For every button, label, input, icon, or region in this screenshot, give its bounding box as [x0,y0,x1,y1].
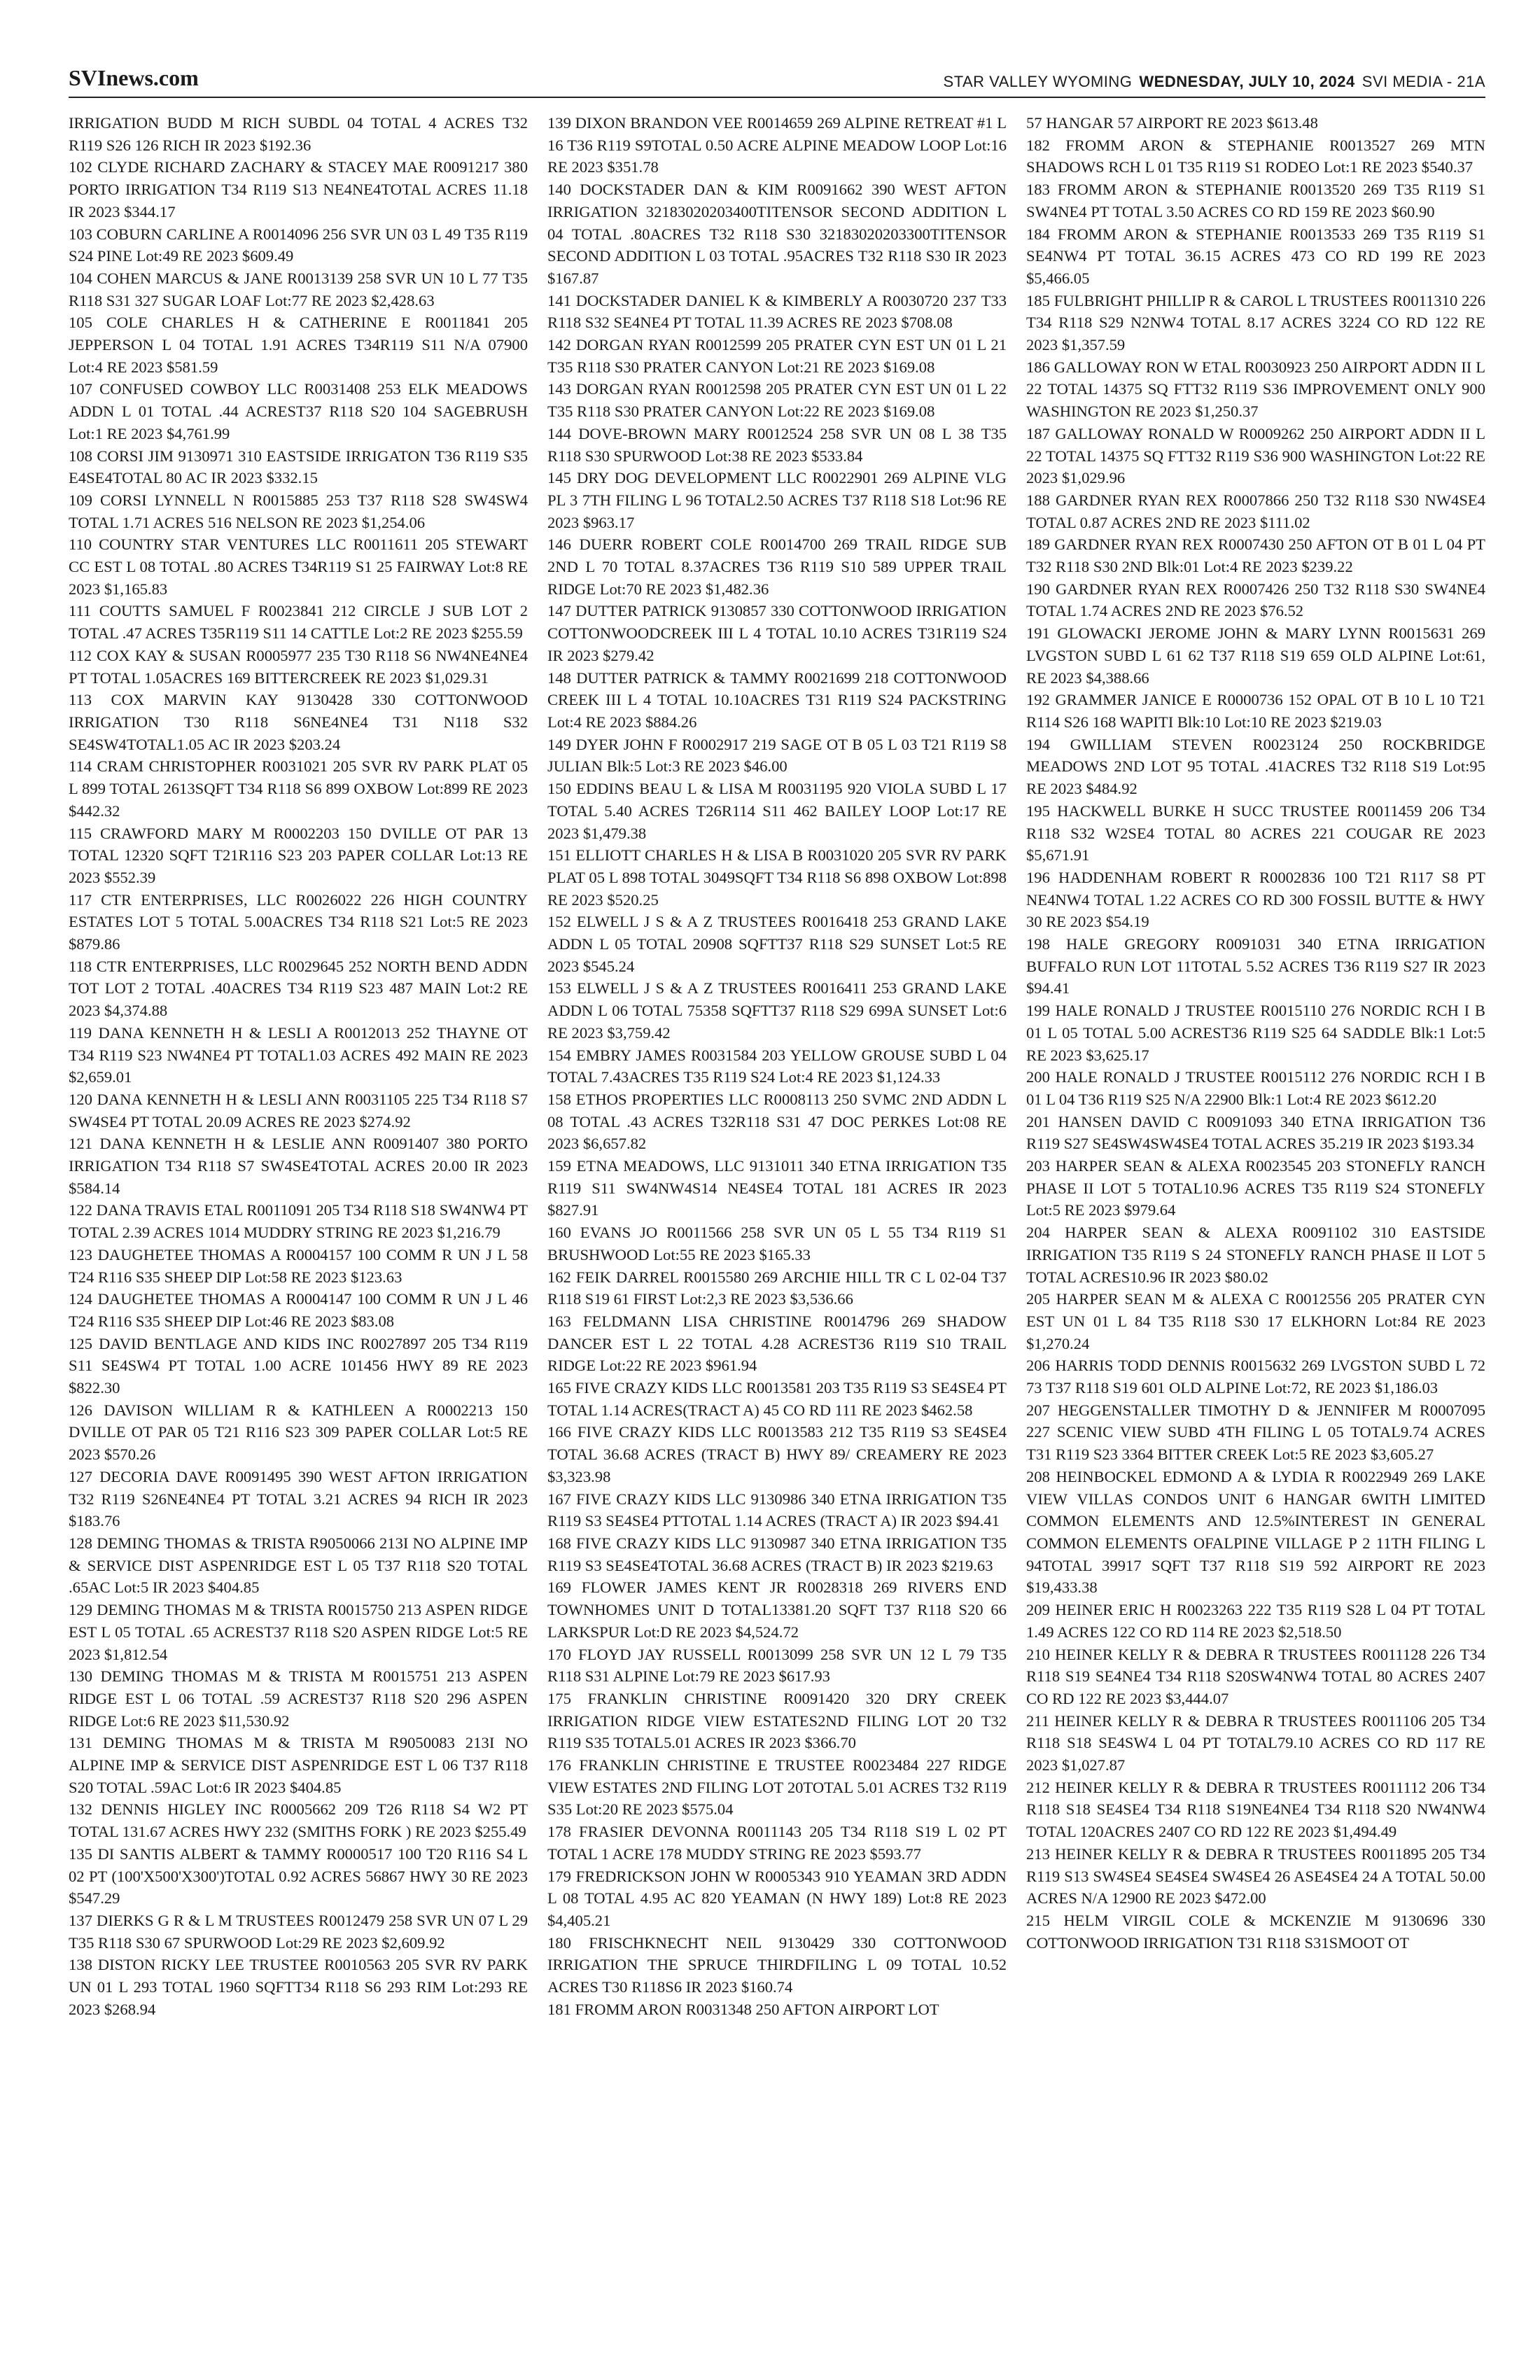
tax-listing-entry: 158 ETHOS PROPERTIES LLC R0008113 250 SVMC 2ND ADDN L 08 TOTAL .43 ACRES T32R118 S31 47 DOC PERKES Lot:08 RE 2023 $6,657.82 [547,1090,1007,1153]
tax-listing-entry: 124 DAUGHETEE THOMAS A R0004147 100 COMM R UN J L 46 T24 R116 S35 SHEEP DIP Lot:46 RE 2023 $83.08 [69,1290,528,1330]
column-3 [1026,112,1485,2352]
tax-listing-entry: 147 DUTTER PATRICK 9130857 330 COTTONWOOD IRRIGATION COTTONWOODCREEK III L 4 TOTAL 10.10 ACRES T31R119 S24 IR 2023 $279.42 [547,602,1007,664]
tax-listing-entry: 129 DEMING THOMAS M & TRISTA R0015750 213 ASPEN RIDGE EST L 05 TOTAL .65 ACREST37 R118 S20 ASPEN RIDGE Lot:5 RE 2023 $1,812.54 [69,1601,528,1663]
tax-listing-entry: 152 ELWELL J S & A Z TRUSTEES R0016418 253 GRAND LAKE ADDN L 05 TOTAL 20908 SQFTT37 R118 S29 SUNSET Lot:5 RE 2023 $545.24 [547,913,1007,975]
tax-listing-entry: 209 HEINER ERIC H R0023263 222 T35 R119 S28 L 04 PT TOTAL 1.49 ACRES 122 CO RD 114 RE 2023 $2,518.50 [1026,1601,1485,1641]
tax-listing-entry: 146 DUERR ROBERT COLE R0014700 269 TRAIL RIDGE SUB 2ND L 70 TOTAL 8.37ACRES T36 R119 S10 589 UPPER TRAIL RIDGE Lot:70 RE 2023 $1,482.36 [547,536,1007,598]
tax-listing-entry: 121 DANA KENNETH H & LESLIE ANN R0091407 380 PORTO IRRIGATION T34 R118 S7 SW4SE4TOTAL ACRES 20.00 IR 2023 $584.14 [69,1135,528,1197]
site-name: SVInews.com [69,65,199,90]
tax-listing-entry: 199 HALE RONALD J TRUSTEE R0015110 276 NORDIC RCH I B 01 L 05 TOTAL 5.00 ACREST36 R119 S25 64 SADDLE Blk:1 Lot:5 RE 2023 $3,625.17 [1026,1002,1485,1064]
tax-listing-entry: 117 CTR ENTERPRISES, LLC R0026022 226 HIGH COUNTRY ESTATES LOT 5 TOTAL 5.00ACRES T34 R118 S21 Lot:5 RE 2023 $879.86 [69,890,528,953]
masthead [69,63,1485,91]
tax-listing-entry: 184 FROMM ARON & STEPHANIE R0013533 269 T35 R119 S1 SE4NW4 PT TOTAL 36.15 ACRES 473 CO RD 199 RE 2023 $5,466.05 [1026,225,1485,287]
tax-listing-entry: 176 FRANKLIN CHRISTINE E TRUSTEE R0023484 227 RIDGE VIEW ESTATES 2ND FILING LOT 20TOTAL 5.01 ACRES T32 R119 S35 Lot:20 RE 2023 $575.04 [547,1756,1007,1819]
tax-listing-entry: 196 HADDENHAM ROBERT R R0002836 100 T21 R117 S8 PT NE4NW4 TOTAL 1.22 ACRES CO RD 300 FOSSIL BUTTE & HWY 30 RE 2023 $54.19 [1026,868,1485,931]
page-number: SVI MEDIA - 21A [1362,73,1485,90]
tax-listing-entry: 107 CONFUSED COWBOY LLC R0031408 253 ELK MEADOWS ADDN L 01 TOTAL .44 ACREST37 R118 S20 104 SAGEBRUSH Lot:1 RE 2023 $4,761.99 [69,380,528,442]
tax-listing-entry: 114 CRAM CHRISTOPHER R0031021 205 SVR RV PARK PLAT 05 L 899 TOTAL 2613SQFT T34 R118 S6 899 OXBOW Lot:899 RE 2023 $442.32 [69,757,528,820]
tax-listing-entry: 110 COUNTRY STAR VENTURES LLC R0011611 205 STEWART CC EST L 08 TOTAL .80 ACRES T34R119 S1 25 FAIRWAY Lot:8 RE 2023 $1,165.83 [69,536,528,598]
tax-listing-entry: 175 FRANKLIN CHRISTINE R0091420 320 DRY CREEK IRRIGATION RIDGE VIEW ESTATES2ND FILING LOT 20 T32 R119 S35 TOTAL5.01 ACRES IR 2023 $366.70 [547,1689,1007,1752]
tax-listing-entry: 113 COX MARVIN KAY 9130428 330 COTTONWOOD IRRIGATION T30 R118 S6NE4NE4 T31 N118 S32 SE4SW4TOTAL1.05 AC IR 2023 $203.24 [69,691,528,753]
tax-listing-entry: 142 DORGAN RYAN R0012599 205 PRATER CYN EST UN 01 L 21 T35 R118 S30 PRATER CANYON Lot:21 RE 2023 $169.08 [547,336,1007,376]
tax-listing-entry: 108 CORSI JIM 9130971 310 EASTSIDE IRRIGATON T36 R119 S35 E4SE4TOTAL 80 AC IR 2023 $332.15 [69,447,528,487]
tax-listing-entry: 169 FLOWER JAMES KENT JR R0028318 269 RIVERS END TOWNHOMES UNIT D TOTAL13381.20 SQFT T37 R118 S20 66 LARKSPUR Lot:D RE 2023 $4,524.72 [547,1578,1007,1641]
tax-listing-entry: 153 ELWELL J S & A Z TRUSTEES R0016411 253 GRAND LAKE ADDN L 06 TOTAL 75358 SQFTT37 R118 S29 699A SUNSET Lot:6 RE 2023 $3,759.42 [547,979,1007,1042]
tax-listing-entry: 182 FROMM ARON & STEPHANIE R0013527 269 MTN SHADOWS RCH L 01 T35 R119 S1 RODEO Lot:1 RE 2023 $540.37 [1026,136,1485,176]
column-1 [69,112,528,2352]
tax-listing-entry: 162 FEIK DARREL R0015580 269 ARCHIE HILL TR C L 02-04 T37 R118 S19 61 FIRST Lot:2,3 RE 2023 $3,536.66 [547,1268,1007,1308]
tax-listing-entry: 119 DANA KENNETH H & LESLI A R0012013 252 THAYNE OT T34 R119 S23 NW4NE4 PT TOTAL1.03 ACRES 492 MAIN RE 2023 $2,659.01 [69,1023,528,1086]
tax-listing-entry: 192 GRAMMER JANICE E R0000736 152 OPAL OT B 10 L 10 T21 R114 S26 168 WAPITI Blk:10 Lot:10 RE 2023 $219.03 [1026,691,1485,731]
tax-listing-entry: 189 GARDNER RYAN REX R0007430 250 AFTON OT B 01 L 04 PT T32 R118 S30 2ND Blk:01 Lot:4 RE 2023 $239.22 [1026,536,1485,576]
tax-listing-entry: 204 HARPER SEAN & ALEXA R0091102 310 EASTSIDE IRRIGATION T35 R119 S 24 STONEFLY RANCH PHASE II LOT 5 TOTAL ACRES10.96 IR 2023 $80.02 [1026,1224,1485,1286]
tax-listing-entry: 132 DENNIS HIGLEY INC R0005662 209 T26 R118 S4 W2 PT TOTAL 131.67 ACRES HWY 232 (SMITHS FORK ) RE 2023 $255.49 [69,1800,528,1841]
tax-listing-entry: 200 HALE RONALD J TRUSTEE R0015112 276 NORDIC RCH I B 01 L 04 T36 R119 S25 N/A 22900 Blk:1 Lot:4 RE 2023 $612.20 [1026,1068,1485,1108]
tax-listing-entry: 128 DEMING THOMAS & TRISTA R9050066 213I NO ALPINE IMP & SERVICE DIST ASPENRIDGE EST L 05 T37 R118 S20 TOTAL .65AC Lot:5 IR 2023 $404.85 [69,1534,528,1597]
tax-listing-entry: 215 HELM VIRGIL COLE & MCKENZIE M 9130696 330 COTTONWOOD IRRIGATION T31 R118 S31SMOOT OT [1026,1911,1485,1952]
tax-listing-entry: 186 GALLOWAY RON W ETAL R0030923 250 AIRPORT ADDN II L 22 TOTAL 14375 SQ FTT32 R119 S36 IMPROVEMENT ONLY 900 WASHINGTON RE 2023 $1,250.37 [1026,358,1485,421]
tax-listing-entry: 138 DISTON RICKY LEE TRUSTEE R0010563 205 SVR RV PARK UN 01 L 293 TOTAL 1960 SQFTT34 R118 S6 293 RIM Lot:293 RE 2023 $268.94 [69,1956,528,2018]
tax-listing-entry: 207 HEGGENSTALLER TIMOTHY D & JENNIFER M R0007095 227 SCENIC VIEW SUBD 4TH FILING L 05 TOTAL9.74 ACRES T31 R119 S23 3364 BITTER CREEK Lot:5 RE 2023 $3,605.27 [1026,1401,1485,1464]
tax-listing-entry: 160 EVANS JO R0011566 258 SVR UN 05 L 55 T34 R119 S1 BRUSHWOOD Lot:55 RE 2023 $165.33 [547,1224,1007,1264]
tax-listing-entry: 201 HANSEN DAVID C R0091093 340 ETNA IRRIGATION T36 R119 S27 SE4SW4SW4SE4 TOTAL ACRES 35.219 IR 2023 $193.34 [1026,1112,1485,1153]
header-rule [69,97,1485,98]
tax-listing-entry: 123 DAUGHETEE THOMAS A R0004157 100 COMM R UN J L 58 T24 R116 S35 SHEEP DIP Lot:58 RE 2023 $123.63 [69,1245,528,1286]
tax-listing-entry: 135 DI SANTIS ALBERT & TAMMY R0000517 100 T20 R116 S4 L 02 PT (100'X500'X300')TOTAL 0.92 ACRES 56867 HWY 30 RE 2023 $547.29 [69,1844,528,1907]
issue-date: WEDNESDAY, JULY 10, 2024 [1139,73,1355,90]
tax-listing-entry: 208 HEINBOCKEL EDMOND A & LYDIA R R0022949 269 LAKE VIEW VILLAS CONDOS UNIT 6 HANGAR 6WITH LIMITED COMMON ELEMENTS AND 12.5%INTEREST IN GENERAL COMMON ELEMENTS OFALPINE VILLAGE P 2 11TH FILING L 94TOTAL 39917 SQFT T37 R118 S19 592 AIRPORT RE 2023 $19,433.38 [1026,1467,1485,1597]
tax-listing-entry: 178 FRASIER DEVONNA R0011143 205 T34 R118 S19 L 02 PT TOTAL 1 ACRE 178 MUDDY STRING RE 2023 $593.77 [547,1823,1007,1863]
tax-listing-entry: 104 COHEN MARCUS & JANE R0013139 258 SVR UN 10 L 77 T35 R118 S31 327 SUGAR LOAF Lot:77 RE 2023 $2,428.63 [69,269,528,309]
tax-listing-entry: 180 FRISCHKNECHT NEIL 9130429 330 COTTONWOOD IRRIGATION THE SPRUCE THIRDFILING L 09 TOTAL 10.52 ACRES T30 R118S6 IR 2023 $160.74 [547,1933,1007,1996]
tax-listing-entry: 194 GWILLIAM STEVEN R0023124 250 ROCKBRIDGE MEADOWS 2ND LOT 95 TOTAL .41ACRES T32 R118 S19 Lot:95 RE 2023 $484.92 [1026,735,1485,798]
tax-listing-entry: 141 DOCKSTADER DANIEL K & KIMBERLY A R0030720 237 T33 R118 S32 SE4NE4 PT TOTAL 11.39 ACRES RE 2023 $708.08 [547,291,1007,332]
tax-listing-entry: 103 COBURN CARLINE A R0014096 256 SVR UN 03 L 49 T35 R119 S24 PINE Lot:49 RE 2023 $609.49 [69,225,528,265]
tax-listing-entry: 159 ETNA MEADOWS, LLC 9131011 340 ETNA IRRIGATION T35 R119 S11 SW4NW4S14 NE4SE4 TOTAL 181 ACRES IR 2023 $827.91 [547,1157,1007,1219]
paper-name: STAR VALLEY WYOMING [943,73,1133,90]
tax-listing-entry: 170 FLOYD JAY RUSSELL R0013099 258 SVR UN 12 L 79 T35 R118 S31 ALPINE Lot:79 RE 2023 $617.93 [547,1645,1007,1686]
tax-listing-entry: 195 HACKWELL BURKE H SUCC TRUSTEE R0011459 206 T34 R118 S32 W2SE4 TOTAL 80 ACRES 221 COUGAR RE 2023 $5,671.91 [1026,802,1485,864]
tax-listing-entry: 127 DECORIA DAVE R0091495 390 WEST AFTON IRRIGATION T32 R119 S26NE4NE4 PT TOTAL 3.21 ACRES 94 RICH IR 2023 $183.76 [69,1467,528,1530]
tax-listing-entry: 118 CTR ENTERPRISES, LLC R0029645 252 NORTH BEND ADDN TOT LOT 2 TOTAL .40ACRES T34 R119 S23 487 MAIN Lot:2 RE 2023 $4,374.88 [69,957,528,1020]
tax-listing-entry: 163 FELDMANN LISA CHRISTINE R0014796 269 SHADOW DANCER EST L 22 TOTAL 4.28 ACREST36 R119 S10 TRAIL RIDGE Lot:22 RE 2023 $961.94 [547,1312,1007,1375]
tax-listing-entry: 179 FREDRICKSON JOHN W R0005343 910 YEAMAN 3RD ADDN L 08 TOTAL 4.95 AC 820 YEAMAN (N HWY 189) Lot:8 RE 2023 $4,405.21 [547,1867,1007,1929]
tax-listing-entry: 137 DIERKS G R & L M TRUSTEES R0012479 258 SVR UN 07 L 29 T35 R118 S30 67 SPURWOOD Lot:29 RE 2023 $2,609.92 [69,1911,528,1952]
tax-listing-entry: 115 CRAWFORD MARY M R0002203 150 DVILLE OT PAR 13 TOTAL 12320 SQFT T21R116 S23 203 PAPER COLLAR Lot:13 RE 2023 $552.39 [69,824,528,886]
tax-listing-entry: 143 DORGAN RYAN R0012598 205 PRATER CYN EST UN 01 L 22 T35 R118 S30 PRATER CANYON Lot:22 RE 2023 $169.08 [547,380,1007,421]
tax-listing-entry: 203 HARPER SEAN & ALEXA R0023545 203 STONEFLY RANCH PHASE II LOT 5 TOTAL10.96 ACRES T35 R119 S24 STONEFLY Lot:5 RE 2023 $979.64 [1026,1157,1485,1219]
tax-listing-entry: 191 GLOWACKI JEROME JOHN & MARY LYNN R0015631 269 LVGSTON SUBD L 61 62 T37 R118 S19 659 OLD ALPINE Lot:61, RE 2023 $4,388.66 [1026,624,1485,687]
legal-notice-columns [69,112,1485,2352]
tax-listing-entry: 151 ELLIOTT CHARLES H & LISA B R0031020 205 SVR RV PARK PLAT 05 L 898 TOTAL 3049SQFT T34 R118 S6 898 OXBOW Lot:898 RE 2023 $520.25 [547,846,1007,909]
tax-listing-entry: 166 FIVE CRAZY KIDS LLC R0013583 212 T35 R119 S3 SE4SE4 TOTAL 36.68 ACRES (TRACT B) HWY 89/ CREAMERY RE 2023 $3,323.98 [547,1423,1007,1485]
tax-listing-entry: 210 HEINER KELLY R & DEBRA R TRUSTEES R0011128 226 T34 R118 S19 SE4NE4 T34 R118 S20SW4NW4 TOTAL 80 ACRES 2407 CO RD 122 RE 2023 $3,444.07 [1026,1645,1485,1707]
tax-listing-entry: 190 GARDNER RYAN REX R0007426 250 T32 R118 S30 SW4NE4 TOTAL 1.74 ACRES 2ND RE 2023 $76.52 [1026,580,1485,620]
tax-listing-entry: 167 FIVE CRAZY KIDS LLC 9130986 340 ETNA IRRIGATION T35 R119 S3 SE4SE4 PTTOTAL 1.14 ACRES (TRACT A) IR 2023 $94.41 [547,1490,1007,1530]
tax-listing-entry: 165 FIVE CRAZY KIDS LLC R0013581 203 T35 R119 S3 SE4SE4 PT TOTAL 1.14 ACRES(TRACT A) 45 CO RD 111 RE 2023 $462.58 [547,1379,1007,1419]
tax-listing-entry: 140 DOCKSTADER DAN & KIM R0091662 390 WEST AFTON IRRIGATION 32183020203400TITENSOR SECOND ADDITION L 04 TOTAL .80ACRES T32 R118 S30 32183020203300TITENSOR SECOND ADDITION L 03 TOTAL .95ACRES T32 R118 S30 IR 2023 $167.87 [547,181,1007,287]
tax-listing-entry: 130 DEMING THOMAS M & TRISTA M R0015751 213 ASPEN RIDGE EST L 06 TOTAL .59 ACREST37 R118 S20 296 ASPEN RIDGE Lot:6 RE 2023 $11,530.92 [69,1667,528,1730]
tax-listing-entry: 206 HARRIS TODD DENNIS R0015632 269 LVGSTON SUBD L 72 73 T37 R118 S19 601 OLD ALPINE Lot:72, RE 2023 $1,186.03 [1026,1357,1485,1397]
tax-listing-entry: IRRIGATION BUDD M RICH SUBDL 04 TOTAL 4 ACRES T32 R119 S26 126 RICH IR 2023 $192.36 [69,114,528,154]
tax-listing-entry: 144 DOVE-BROWN MARY R0012524 258 SVR UN 08 L 38 T35 R118 S30 SPURWOOD Lot:38 RE 2023 $533.84 [547,424,1007,465]
tax-listing-entry: 185 FULBRIGHT PHILLIP R & CAROL L TRUSTEES R0011310 226 T34 R118 S29 N2NW4 TOTAL 8.17 ACRES 3224 CO RD 122 RE 2023 $1,357.59 [1026,291,1485,354]
tax-listing-entry: 126 DAVISON WILLIAM R & KATHLEEN A R0002213 150 DVILLE OT PAR 05 T21 R116 S23 309 PAPER COLLAR Lot:5 RE 2023 $570.26 [69,1401,528,1464]
tax-listing-entry: 105 COLE CHARLES H & CATHERINE E R0011841 205 JEPPERSON L 04 TOTAL 1.91 ACRES T34R119 S11 N/A 07900 Lot:4 RE 2023 $581.59 [69,314,528,376]
tax-listing-entry: 131 DEMING THOMAS M & TRISTA M R9050083 213I NO ALPINE IMP & SERVICE DIST ASPENRIDGE EST L 06 T37 R118 S20 TOTAL .59AC Lot:6 IR 2023 $404.85 [69,1734,528,1796]
tax-listing-entry: 102 CLYDE RICHARD ZACHARY & STACEY MAE R0091217 380 PORTO IRRIGATION T34 R119 S13 NE4NE4TOTAL ACRES 11.18 IR 2023 $344.17 [69,158,528,220]
tax-listing-entry: 181 FROMM ARON R0031348 250 AFTON AIRPORT LOT [547,2000,939,2018]
tax-listing-entry: 111 COUTTS SAMUEL F R0023841 212 CIRCLE J SUB LOT 2 TOTAL .47 ACRES T35R119 S11 14 CATTLE Lot:2 RE 2023 $255.59 [69,602,528,643]
tax-listing-entry: 168 FIVE CRAZY KIDS LLC 9130987 340 ETNA IRRIGATION T35 R119 S3 SE4SE4TOTAL 36.68 ACRES (TRACT B) IR 2023 $219.63 [547,1534,1007,1574]
tax-listing-entry: 154 EMBRY JAMES R0031584 203 YELLOW GROUSE SUBD L 04 TOTAL 7.43ACRES T35 R119 S24 Lot:4 RE 2023 $1,124.33 [547,1046,1007,1086]
column-2 [547,112,1007,2352]
publication-info [944,73,1485,91]
tax-listing-entry: 125 DAVID BENTLAGE AND KIDS INC R0027897 205 T34 R119 S11 SE4SW4 PT TOTAL 1.00 ACRE 101456 HWY 89 RE 2023 $822.30 [69,1334,528,1397]
tax-listing-entry: 109 CORSI LYNNELL N R0015885 253 T37 R118 S28 SW4SW4 TOTAL 1.71 ACRES 516 NELSON RE 2023 $1,254.06 [69,491,528,531]
tax-listing-entry: 211 HEINER KELLY R & DEBRA R TRUSTEES R0011106 205 T34 R118 S18 SE4SW4 L 04 PT TOTAL79.10 ACRES CO RD 117 RE 2023 $1,027.87 [1026,1712,1485,1774]
tax-listing-entry: 183 FROMM ARON & STEPHANIE R0013520 269 T35 R119 S1 SW4NE4 PT TOTAL 3.50 ACRES CO RD 159 RE 2023 $60.90 [1026,181,1485,220]
tax-listing-entry: 120 DANA KENNETH H & LESLI ANN R0031105 225 T34 R118 S7 SW4SE4 PT TOTAL 20.09 ACRES RE 2023 $274.92 [69,1090,528,1130]
tax-listing-entry: 213 HEINER KELLY R & DEBRA R TRUSTEES R0011895 205 T34 R119 S13 SW4SE4 SE4SE4 SW4SE4 26 ASE4SE4 24 A TOTAL 50.00 ACRES N/A 12900 RE 2023 $472.00 [1026,1844,1485,1907]
tax-listing-entry: 57 HANGAR 57 AIRPORT RE 2023 $613.48 [1026,114,1318,132]
tax-listing-entry: 139 DIXON BRANDON VEE R0014659 269 ALPINE RETREAT #1 L 16 T36 R119 S9TOTAL 0.50 ACRE ALPINE MEADOW LOOP Lot:16 RE 2023 $351.78 [547,114,1007,176]
tax-listing-entry: 198 HALE GREGORY R0091031 340 ETNA IRRIGATION BUFFALO RUN LOT 11TOTAL 5.52 ACRES T36 R119 S27 IR 2023 $94.41 [1026,935,1485,997]
tax-listing-entry: 187 GALLOWAY RONALD W R0009262 250 AIRPORT ADDN II L 22 TOTAL 14375 SQ FTT32 R119 S36 900 WASHINGTON Lot:22 RE 2023 $1,029.96 [1026,424,1485,487]
tax-listing-entry: 212 HEINER KELLY R & DEBRA R TRUSTEES R0011112 206 T34 R118 S18 SE4SE4 T34 R118 S19NE4NE4 T34 R118 S20 NW4NW4 TOTAL 120ACRES 2407 CO RD 122 RE 2023 $1,494.49 [1026,1778,1485,1841]
tax-listing-entry: 112 COX KAY & SUSAN R0005977 235 T30 R118 S6 NW4NE4NE4 PT TOTAL 1.05ACRES 169 BITTERCREEK RE 2023 $1,029.31 [69,646,528,687]
tax-listing-entry: 122 DANA TRAVIS ETAL R0011091 205 T34 R118 S18 SW4NW4 PT TOTAL 2.39 ACRES 1014 MUDDRY STRING RE 2023 $1,216.79 [69,1201,528,1242]
tax-listing-entry: 145 DRY DOG DEVELOPMENT LLC R0022901 269 ALPINE VLG PL 3 7TH FILING L 96 TOTAL2.50 ACRES T37 R118 S18 Lot:96 RE 2023 $963.17 [547,469,1007,531]
tax-listing-entry: 149 DYER JOHN F R0002917 219 SAGE OT B 05 L 03 T21 R119 S8 JULIAN Blk:5 Lot:3 RE 2023 $46.00 [547,735,1007,776]
tax-listing-entry: 150 EDDINS BEAU L & LISA M R0031195 920 VIOLA SUBD L 17 TOTAL 5.40 ACRES T26R114 S11 462 BAILEY LOOP Lot:17 RE 2023 $1,479.38 [547,780,1007,842]
tax-listing-entry: 205 HARPER SEAN M & ALEXA C R0012556 205 PRATER CYN EST UN 01 L 84 T35 R118 S30 17 ELKHORN Lot:84 RE 2023 $1,270.24 [1026,1290,1485,1352]
tax-listing-entry: 188 GARDNER RYAN REX R0007866 250 T32 R118 S30 NW4SE4 TOTAL 0.87 ACRES 2ND RE 2023 $111.02 [1026,491,1485,531]
tax-listing-entry: 148 DUTTER PATRICK & TAMMY R0021699 218 COTTONWOOD CREEK III L 4 TOTAL 10.10ACRES T31 R119 S24 PACKSTRING Lot:4 RE 2023 $884.26 [547,668,1007,731]
